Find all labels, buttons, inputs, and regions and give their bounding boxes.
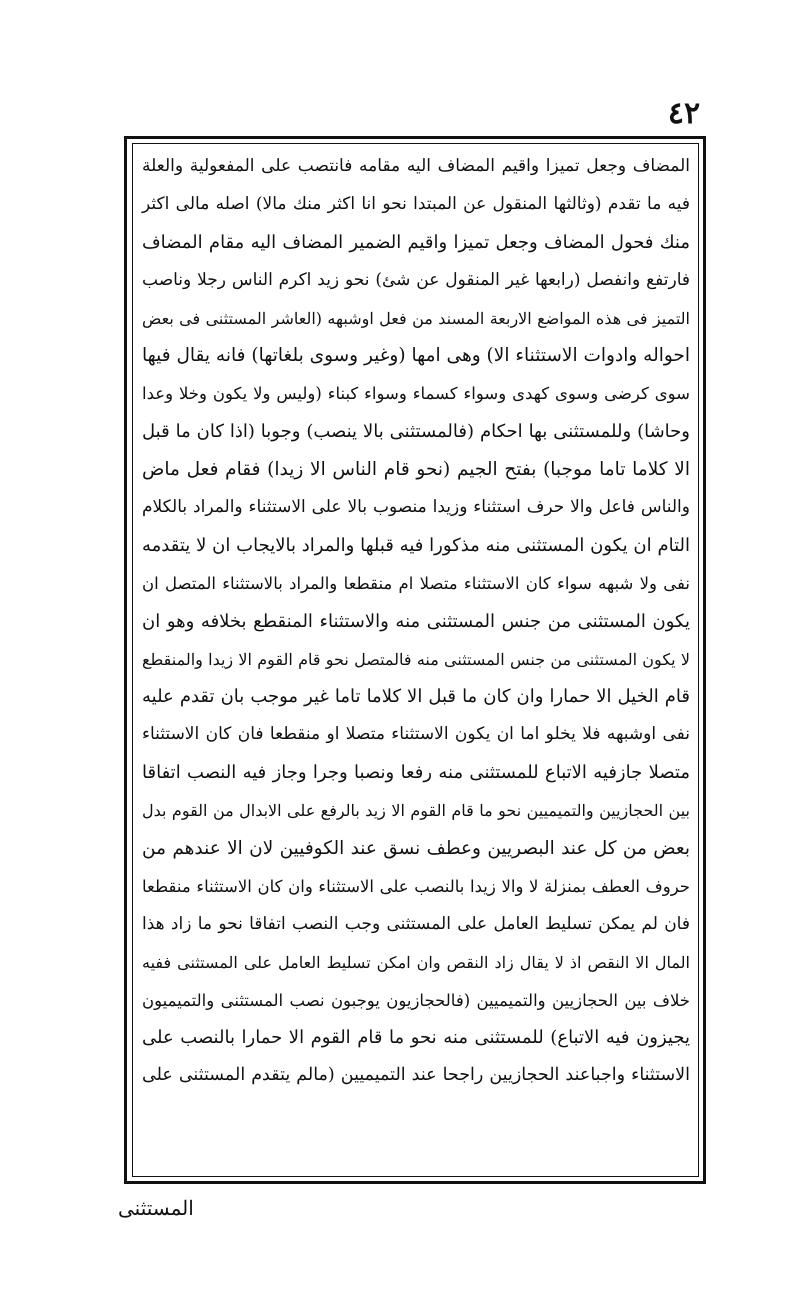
text-body bbox=[140, 148, 692, 1174]
text-line: بين الحجازيين والتميميين نحو ما قام القوم الا زيد بالرفع على الابدال من القوم بدل bbox=[142, 801, 690, 821]
text-line: خلاف بين الحجازيين والتميميين (فالحجازيون يوجبون نصب المستثنى والتميميون bbox=[142, 990, 690, 1010]
text-line: قام الخيل الا حمارا وان كان ما قبل الا كلاما تاما غير موجب بان تقدم عليه bbox=[142, 686, 690, 708]
text-line: المضاف وجعل تميزا واقيم المضاف اليه مقامه فانتصب على المفعولية والعلة bbox=[142, 156, 690, 176]
text-line: الاستثناء واجباعند الحجازيين راجحا عند التميميين (مالم يتقدم المستثنى على bbox=[142, 1065, 690, 1086]
text-line: التام ان يكون المستثنى منه مذكورا فيه قبلها والمراد بالايجاب ان لا يتقدمه bbox=[142, 534, 690, 556]
text-line: احواله وادوات الاستثناء الا) وهى امها (وغير وسوى بلغاتها) فانه يقال فيها bbox=[142, 345, 690, 367]
text-line: وحاشا) وللمستثنى بها احكام (فالمستثنى بالا ينصب) وجوبا (اذا كان ما قبل bbox=[142, 421, 690, 443]
text-line: حروف العطف بمنزلة لا والا زيدا بالنصب على الاستثناء وان كان الاستثناء منقطعا bbox=[142, 876, 690, 896]
text-line: فارتفع وانفصل (رابعها غير المنقول عن شئ) نحو زيد اكرم الناس رجلا وناصب bbox=[142, 269, 690, 290]
text-line: المال الا النقص اذ لا يقال زاد النقص وان امكن تسليط العامل على المستثنى ففيه bbox=[142, 952, 691, 972]
text-line: لا يكون المستثنى من جنس المستثنى منه فالمتصل نحو قام القوم الا زيدا والمنقطع bbox=[142, 649, 691, 669]
text-line: سوى كرضى وسوى كهدى وسواء كسماء وسواء كبناء (وليس ولا يكون وخلا وعدا bbox=[142, 384, 690, 404]
page-number: ٤٢ bbox=[667, 96, 701, 131]
text-line: متصلا جازفيه الاتباع للمستثنى منه رفعا ونصبا وجرا وجاز فيه النصب اتفاقا bbox=[142, 762, 690, 784]
text-line: فان لم يمكن تسليط العامل على المستثنى وجب النصب اتفاقا نحو ما زاد هذا bbox=[142, 913, 690, 934]
catchword: المستثنى bbox=[118, 1196, 194, 1220]
text-line: نفى اوشبهه فلا يخلو اما ان يكون الاستثناء متصلا او منقطعا فان كان الاستثناء bbox=[142, 724, 690, 745]
text-line: فيه ما تقدم (وثالثها المنقول عن المبتدا نحو انا اكثر منك مالا) اصله مالى اكثر bbox=[142, 193, 690, 214]
text-line: يجيزون فيه الاتباع) للمستثنى منه نحو ما قام القوم الا حمارا بالنصب على bbox=[142, 1027, 690, 1049]
text-line: يكون المستثنى من جنس المستثنى منه والاستثناء المنقطع بخلافه وهو ان bbox=[142, 610, 690, 632]
text-line: بعض من كل عند البصريين وعطف نسق عند الكوفيين لان الا عندهم من bbox=[142, 838, 690, 860]
text-line: الا كلاما تاما موجبا) بفتح الجيم (نحو قام الناس الا زيدا) فقام فعل ماض bbox=[142, 459, 690, 481]
text-line: منك فحول المضاف وجعل تميزا واقيم الضمير المضاف اليه مقام المضاف bbox=[142, 231, 690, 253]
text-line: نفى ولا شبهه سواء كان الاستثناء متصلا ام منقطعا والمراد بالاستثناء المتصل ان bbox=[142, 573, 690, 593]
text-line: التميز فى هذه المواضع الاربعة المسند من فعل اوشبهه (العاشر المستثنى فى بعض bbox=[142, 308, 690, 328]
text-line: والناس فاعل والا حرف استثناء وزيدا منصوب بالا على الاستثناء والمراد بالكلام bbox=[142, 497, 690, 518]
